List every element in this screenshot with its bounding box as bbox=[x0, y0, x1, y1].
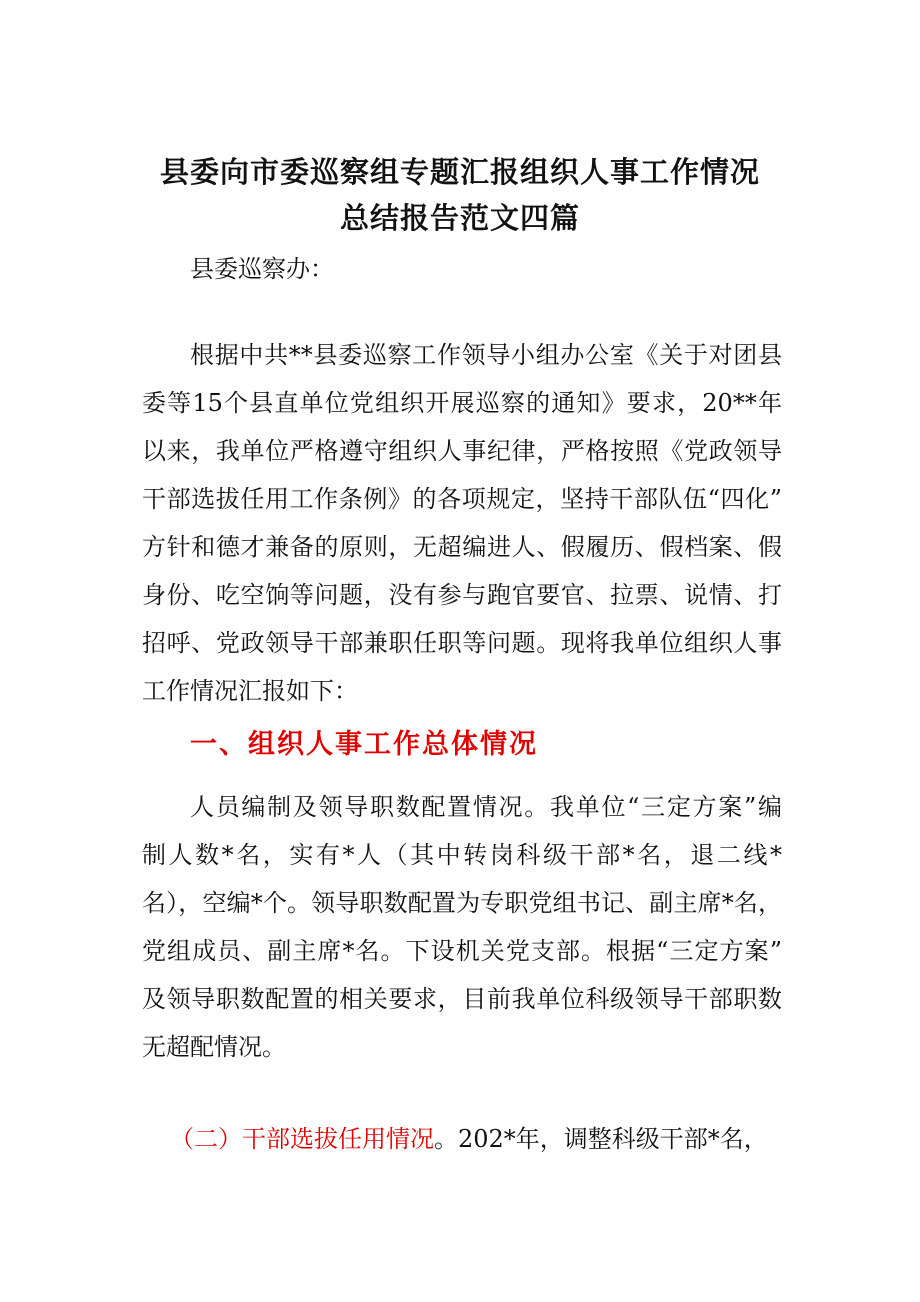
document-title-line-2: 总结报告范文四篇 bbox=[339, 201, 580, 235]
para3-line bbox=[170, 1124, 790, 1154]
section-heading: 一、组织人事工作总体情况 bbox=[190, 729, 538, 760]
para2-line: 无超配情况。 bbox=[142, 1033, 286, 1061]
subsection-heading: （二）干部选拔任用情况 bbox=[170, 1125, 434, 1153]
para3-text: 。202*年，调整科级干部*名， bbox=[434, 1125, 768, 1153]
para2-line: 党组成员、副主席*名。下设机关党支部。根据“三定方案” bbox=[142, 937, 782, 965]
para1-line: 根据中共**县委巡察工作领导小组办公室《关于对团县 bbox=[190, 341, 782, 369]
para1-line: 委等15个县直单位党组织开展巡察的通知》要求，20**年 bbox=[142, 389, 782, 417]
para1-line: 以来，我单位严格遵守组织人事纪律，严格按照《党政领导 bbox=[142, 437, 782, 465]
para2-line: 名），空编*个。领导职数配置为专职党组书记、副主席*名， bbox=[142, 889, 782, 917]
para2-line: 人员编制及领导职数配置情况。我单位“三定方案”编 bbox=[190, 793, 782, 821]
para1-line: 身份、吃空饷等问题，没有参与跑官要官、拉票、说情、打 bbox=[142, 581, 782, 609]
para1-line: 招呼、党政领导干部兼职任职等问题。现将我单位组织人事 bbox=[142, 629, 782, 657]
para1-line: 干部选拔任用工作条例》的各项规定，坚持干部队伍“四化” bbox=[142, 485, 782, 513]
para2-line: 制人数*名，实有*人（其中转岗科级干部*名，退二线* bbox=[142, 841, 782, 869]
salutation: 县委巡察办： bbox=[190, 255, 334, 283]
para2-line: 及领导职数配置的相关要求，目前我单位科级领导干部职数 bbox=[142, 985, 782, 1013]
para1-line: 工作情况汇报如下： bbox=[142, 677, 358, 705]
para1-line: 方针和德才兼备的原则，无超编进人、假履历、假档案、假 bbox=[142, 533, 782, 561]
document-title-line-1: 县委向市委巡察组专题汇报组织人事工作情况 bbox=[159, 155, 760, 189]
